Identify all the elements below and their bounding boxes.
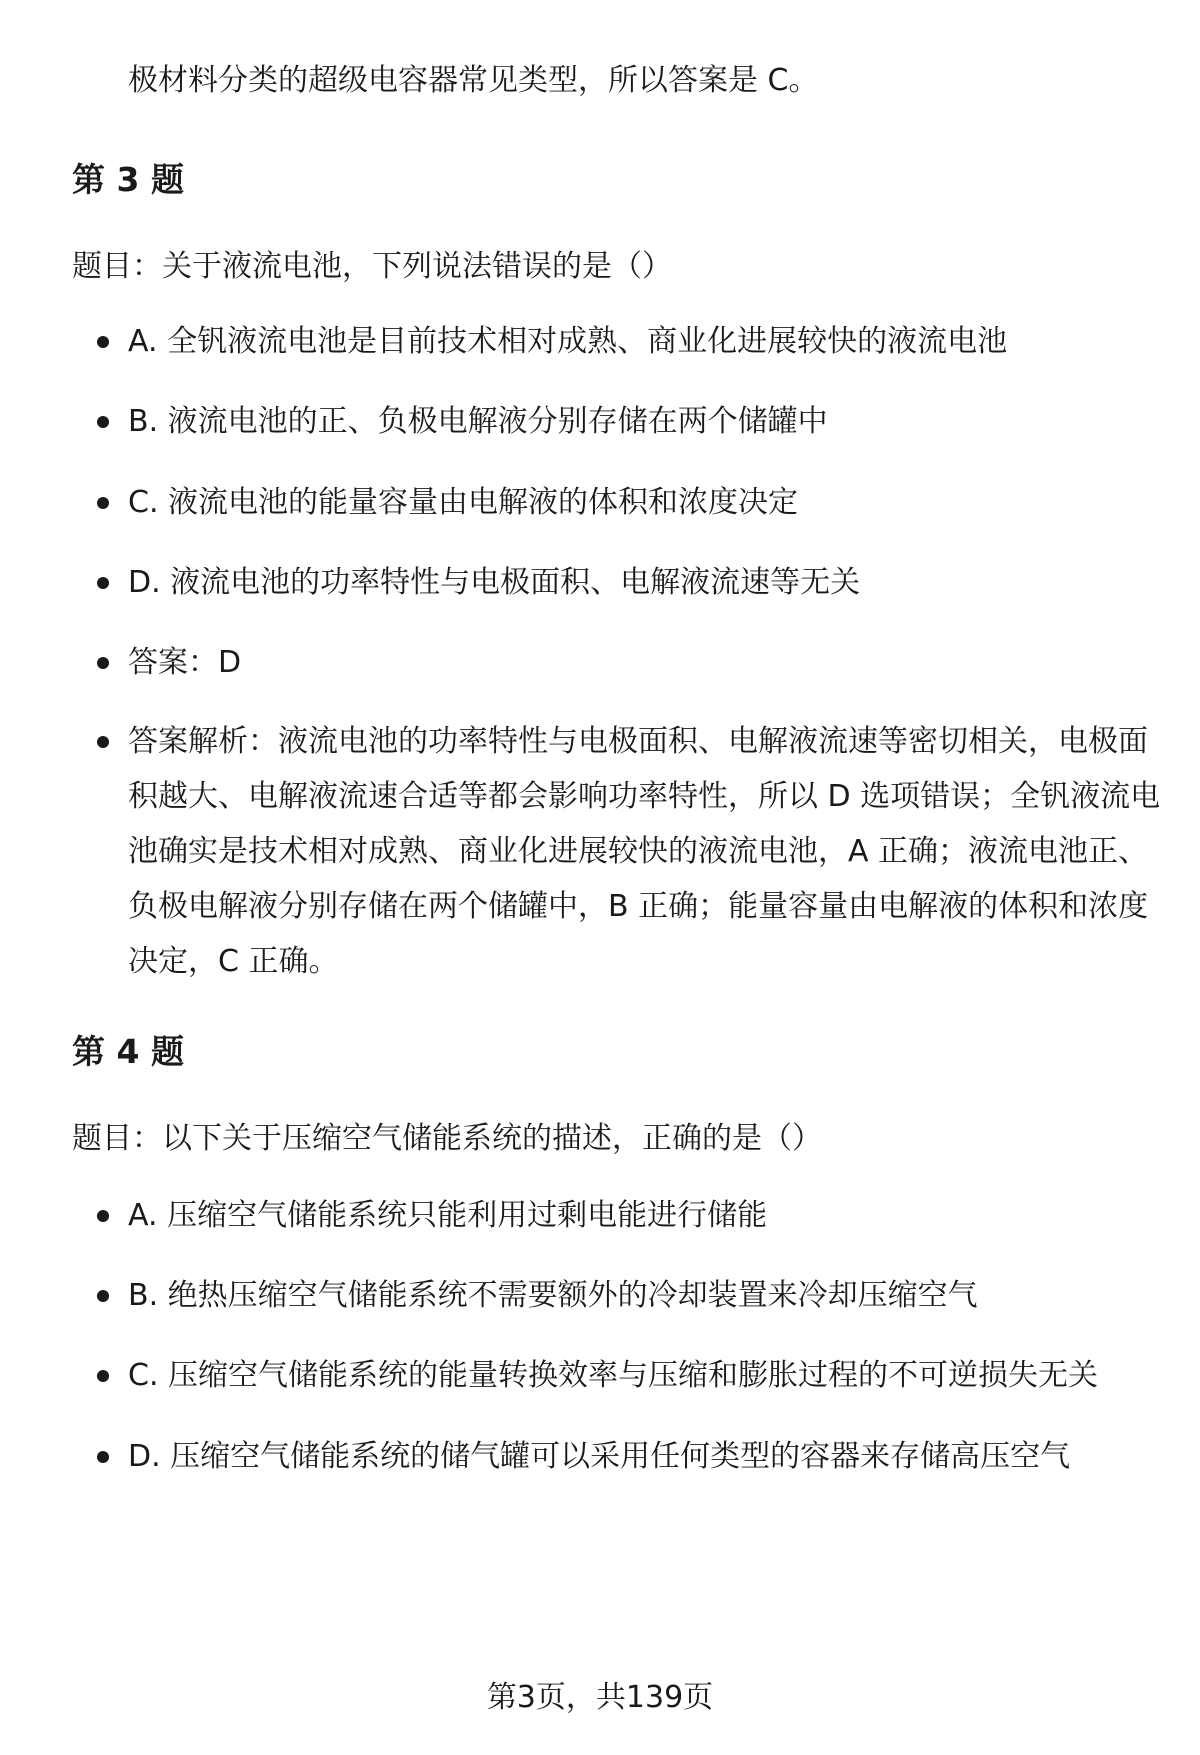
bullet-icon [97,1451,109,1463]
bullet-icon [97,1210,109,1222]
page-number-footer: 第3页，共139页 [486,1680,714,1715]
question-3-option-d: D. 液流电池的功率特性与电极面积、电解液流速等无关 [128,553,1160,613]
question-4-option-c: C. 压缩空气储能系统的能量转换效率与压缩和膨胀过程的不可逆损失无关 [128,1346,1160,1406]
bullet-icon [97,1290,109,1302]
question-3-analysis: 答案解析：液流电池的功率特性与电极面积、电解液流速等密切相关，电极面积越大、电解液流速合适等都会影响功率特性，所以 D 选项错误；全钒液流电池确实是技术相对成熟、商业化进展较快的液流电池，A 正确；液流电池正、负极电解液分别存储在两个储罐中，B 正确；能量容量由电解液的体积和浓度决定，C 正确。 [128,714,1168,989]
bullet-icon [97,657,109,669]
question-4-heading: 第 4 题 [72,1032,184,1071]
question-4-stem: 题目：以下关于压缩空气储能系统的描述，正确的是（） [72,1121,822,1156]
question-4-option-a: A. 压缩空气储能系统只能利用过剩电能进行储能 [128,1186,1160,1246]
bullet-icon [97,497,109,509]
bullet-icon [97,736,109,748]
question-3-stem: 题目：关于液流电池，下列说法错误的是（） [72,249,672,284]
question-4-option-b: B. 绝热压缩空气储能系统不需要额外的冷却装置来冷却压缩空气 [128,1266,1160,1326]
question-3-option-a: A. 全钒液流电池是目前技术相对成熟、商业化进展较快的液流电池 [128,312,1160,372]
question-3-answer: 答案：D [128,633,1160,693]
question-3-option-b: B. 液流电池的正、负极电解液分别存储在两个储罐中 [128,392,1160,452]
previous-analysis-continuation: 极材料分类的超级电容器常见类型，所以答案是 C。 [128,63,819,98]
question-3-heading: 第 3 题 [72,160,184,199]
question-4-option-d: D. 压缩空气储能系统的储气罐可以采用任何类型的容器来存储高压空气 [128,1427,1160,1487]
question-3-option-c: C. 液流电池的能量容量由电解液的体积和浓度决定 [128,473,1160,533]
bullet-icon [97,577,109,589]
bullet-icon [97,336,109,348]
bullet-icon [97,1370,109,1382]
bullet-icon [97,416,109,428]
